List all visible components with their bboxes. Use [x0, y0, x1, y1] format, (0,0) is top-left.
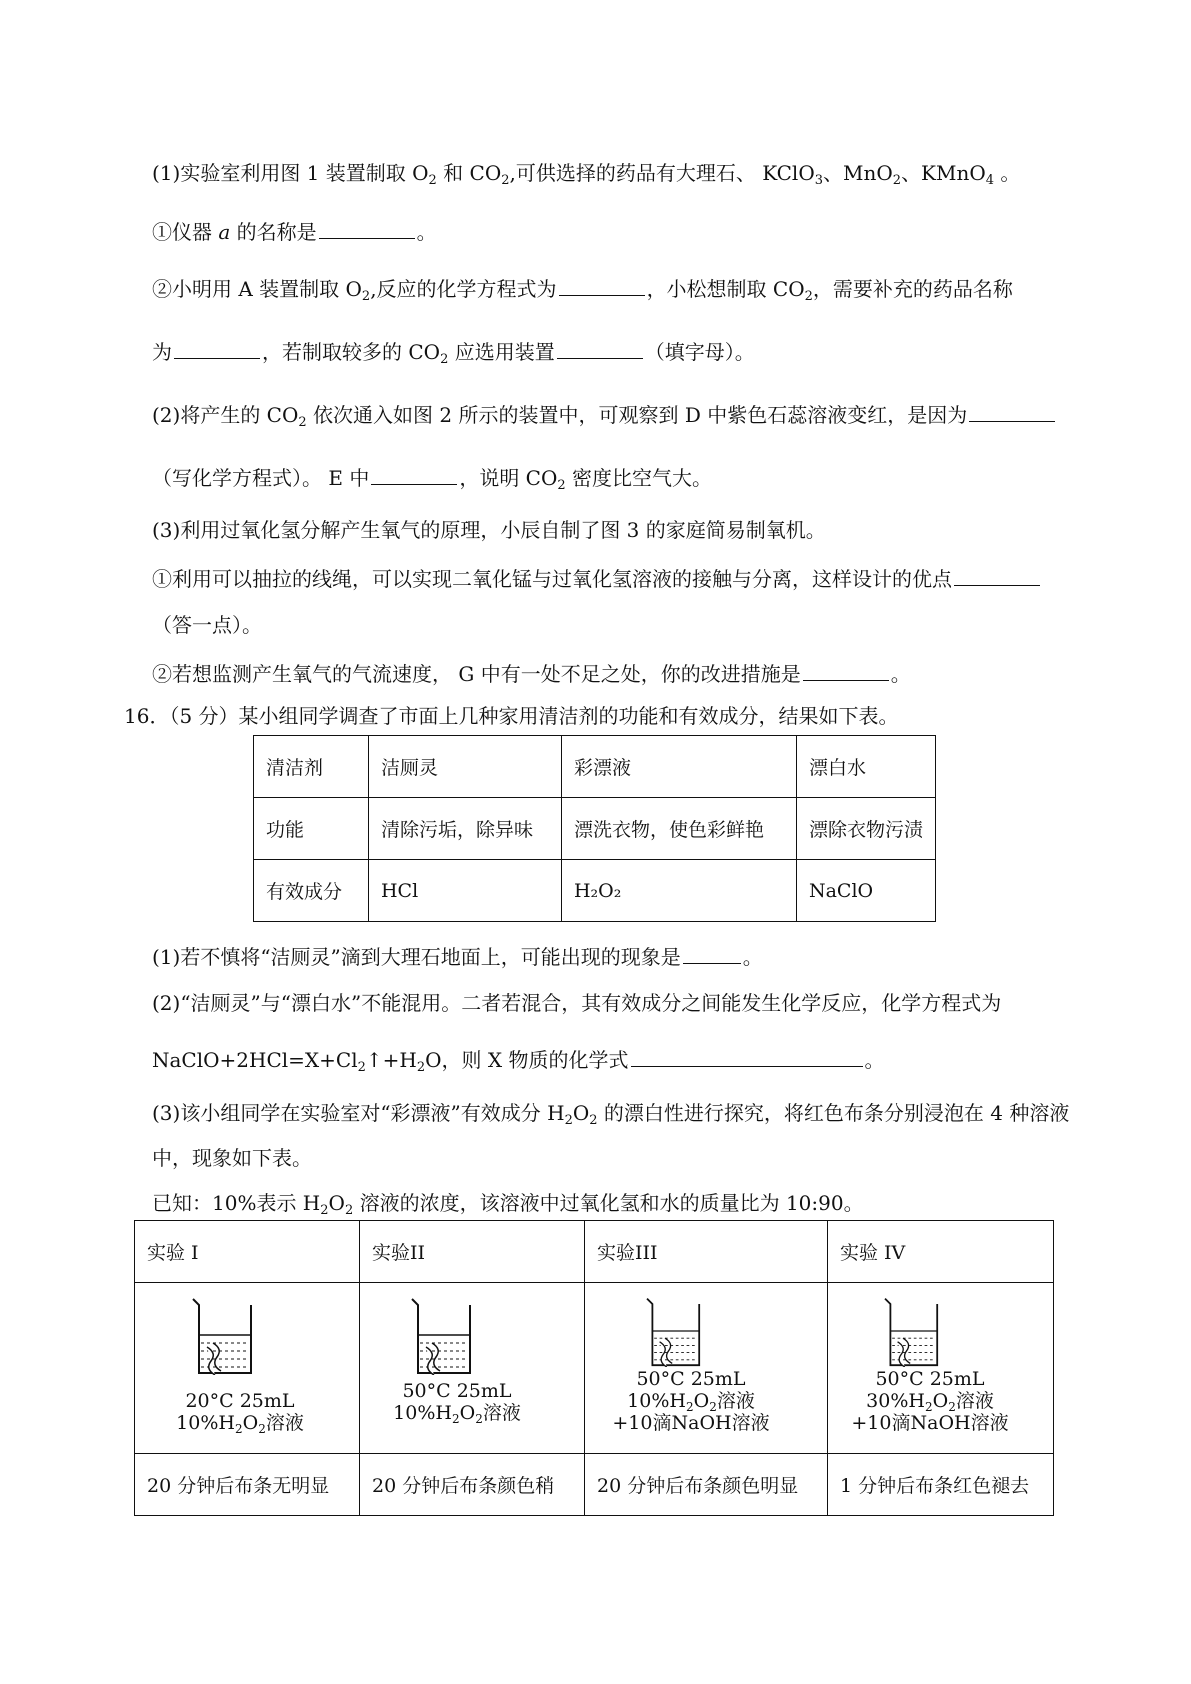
table-cell: 洁厕灵 [368, 736, 561, 798]
beaker-icon [408, 1295, 476, 1375]
table-cell [828, 1283, 1054, 1454]
table-cell: 漂洗衣物，使色彩鲜艳 [561, 798, 796, 860]
q15-part2-cont: （写化学方程式）。 E 中 ，说明 $CO_2$ 密度比空气大。 [152, 466, 713, 493]
answer-blank[interactable] [174, 340, 260, 359]
answer-blank[interactable] [683, 945, 741, 964]
answer-blank[interactable] [954, 567, 1040, 586]
q16-equation: $NaClO+2HCl=X+Cl_2↑+H_2O$，则 X 物质的化学式 。 [152, 1048, 885, 1075]
table-header: 实验III [585, 1221, 828, 1283]
table-cell: 有效成分 [254, 860, 369, 922]
q15-part3-sub1: ①利用可以抽拉的线绳，可以实现二氧化锰与过氧化氢溶液的接触与分离，这样设计的优点 [152, 567, 1042, 589]
table-cell: 漂除衣物污渍 [796, 798, 935, 860]
table-row [254, 736, 936, 798]
table-cell: 漂白水 [796, 736, 935, 798]
beaker-caption: 50°C 25mL $10\%H_2O_2$溶液 [393, 1380, 521, 1426]
beaker-caption: 20°C 25mL $10\%H_2O_2$溶液 [176, 1390, 304, 1436]
beaker-icon [640, 1295, 708, 1367]
table-row [135, 1283, 1054, 1454]
q16-known: 已知：10%表示 $H_2O_2$ 溶液的浓度，该溶液中过氧化氢和水的质量比为 10:90。 [152, 1191, 864, 1218]
q16-sub2: (2)“洁厕灵”与“漂白水”不能混用。二者若混合，其有效成分之间能发生化学反应，化学方程式为 [152, 991, 1002, 1015]
table-cell: 1 分钟后布条红色褪去 [828, 1454, 1054, 1516]
table-cell: 清洁剂 [254, 736, 369, 798]
q15-part3-sub1-cont: （答一点）。 [152, 613, 262, 637]
q15-sub2-cont: 为 ，若制取较多的 $CO_2$ 应选用装置 （填字母）。 [152, 340, 755, 367]
table-header: 实验 IV [828, 1221, 1054, 1283]
table-cell: 彩漂液 [561, 736, 796, 798]
cleaner-table [253, 735, 936, 922]
answer-blank[interactable] [371, 466, 457, 485]
q15-part1-intro: (1)实验室利用图 1 装置制取 $O_2$ 和 $CO_2$,可供选择的药品有大理石、 KClO$_3$、MnO$_2$、KMnO$_4$ 。 [152, 161, 1021, 188]
table-row [254, 860, 936, 922]
answer-blank[interactable] [557, 340, 643, 359]
answer-blank[interactable] [969, 403, 1055, 422]
table-cell [135, 1283, 360, 1454]
q16-sub1: (1)若不慎将“洁厕灵”滴到大理石地面上，可能出现的现象是 。 [152, 945, 763, 969]
experiment-table [134, 1220, 1054, 1516]
table-cell: 20 分钟后布条无明显 [135, 1454, 360, 1516]
table-row [254, 798, 936, 860]
table-cell: 清除污垢，除异味 [368, 798, 561, 860]
table-cell: 功能 [254, 798, 369, 860]
answer-blank[interactable] [631, 1048, 863, 1067]
answer-blank[interactable] [319, 220, 415, 239]
q15-sub1: ①仪器 a 的名称是 。 [152, 220, 437, 244]
q15-part3: (3)利用过氧化氢分解产生氧气的原理，小辰自制了图 3 的家庭简易制氧机。 [152, 518, 826, 542]
q16-title: 16．（5 分）某小组同学调查了市面上几种家用清洁剂的功能和有效成分，结果如下表。 [124, 704, 899, 728]
table-row [135, 1454, 1054, 1516]
q16-sub3-cont: 中，现象如下表。 [152, 1146, 312, 1170]
q15-sub2: ②小明用 A 装置制取 $O_2$,反应的化学方程式为 ，小松想制取 $CO_2$，需要补充的药品名称 [152, 277, 1013, 304]
answer-blank[interactable] [803, 662, 889, 681]
table-header: 实验 I [135, 1221, 360, 1283]
table-cell: 20 分钟后布条颜色稍 [360, 1454, 585, 1516]
beaker-icon [189, 1295, 257, 1375]
beaker-icon [878, 1295, 946, 1367]
q15-part2: (2)将产生的 $CO_2$ 依次通入如图 2 所示的装置中，可观察到 D 中紫色石蕊溶液变红，是因为 [152, 403, 1057, 425]
table-cell: NaClO [796, 860, 935, 922]
q16-sub3: (3)该小组同学在实验室对“彩漂液”有效成分 $H_2O_2$ 的漂白性进行探究，将红色布条分别浸泡在 4 种溶液 [152, 1101, 1070, 1128]
table-header: 实验II [360, 1221, 585, 1283]
table-cell: 20 分钟后布条颜色明显 [585, 1454, 828, 1516]
table-row [135, 1221, 1054, 1283]
beaker-caption: 50°C 25mL $10\%H_2O_2$溶液 +10滴NaOH溶液 [612, 1368, 770, 1434]
answer-blank[interactable] [559, 277, 645, 296]
beaker-caption: 50°C 25mL $30\%H_2O_2$溶液 +10滴NaOH溶液 [851, 1368, 1009, 1434]
q15-part3-sub2: ②若想监测产生氧气的气流速度， G 中有一处不足之处，你的改进措施是 。 [152, 662, 911, 686]
table-cell [585, 1283, 828, 1454]
table-cell: H₂O₂ [561, 860, 796, 922]
table-cell [360, 1283, 585, 1454]
table-cell: HCl [368, 860, 561, 922]
